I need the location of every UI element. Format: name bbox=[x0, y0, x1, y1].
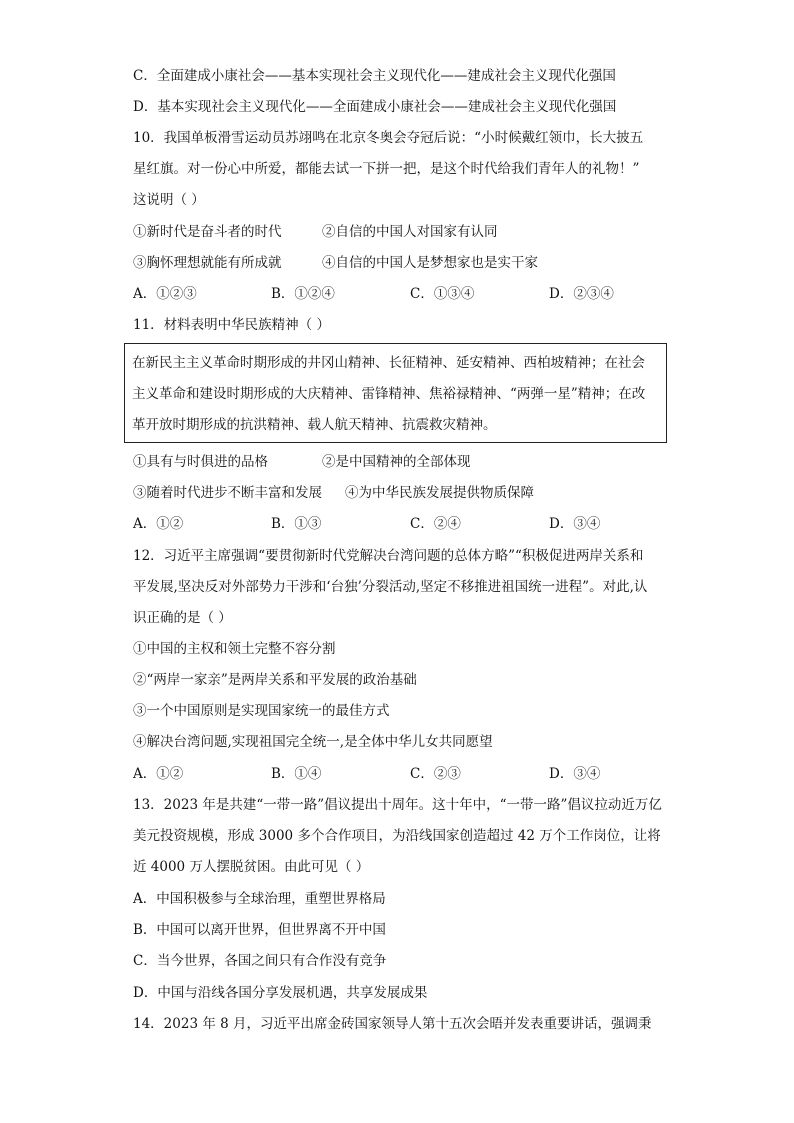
q12-choice-d: D．③④ bbox=[549, 766, 601, 782]
q13-stem-line-3: 近 4000 万人摆脱贫困。由此可见（ ） bbox=[133, 859, 370, 875]
q12-choice-b: B．①④ bbox=[271, 766, 322, 782]
q12-choice-a: A．①② bbox=[133, 766, 184, 782]
q11-choice-c: C．②④ bbox=[410, 516, 461, 532]
q11-material-box bbox=[124, 343, 667, 443]
q13-option-c: C．当今世界，各国之间只有合作没有竞争 bbox=[133, 953, 387, 969]
q12-stem-line-2: 平发展,坚决反对外部势力干涉和‘台独’分裂活动,坚定不移推进祖国统一进程”。对此,认 bbox=[133, 579, 648, 595]
q10-item-3: ③胸怀理想就能有所成就 bbox=[133, 255, 282, 271]
q10-choice-d: D．②③④ bbox=[549, 286, 614, 302]
q12-item-2: ②“两岸一家亲”是两岸关系和平发展的政治基础 bbox=[133, 672, 417, 688]
q10-stem-line-3: 这说明（ ） bbox=[133, 192, 205, 208]
q11-material-line-1: 在新民主主义革命时期形成的井冈山精神、长征精神、延安精神、西柏坡精神；在社会 bbox=[132, 355, 645, 371]
q13-option-d: D．中国与沿线各国分享发展机遇，共享发展成果 bbox=[133, 985, 428, 1001]
q13-stem-line-2: 美元投资规模，形成 3000 多个合作项目，为沿线国家创造超过 42 万个工作岗位，让将 bbox=[133, 828, 661, 844]
q12-item-1: ①中国的主权和领土完整不容分割 bbox=[133, 641, 336, 657]
q9-option-d: D．基本实现社会主义现代化——全面建成小康社会——建成社会主义现代化强国 bbox=[133, 99, 617, 115]
q11-choice-a: A．①② bbox=[133, 516, 184, 532]
q13-option-a: A．中国积极参与全球治理，重塑世界格局 bbox=[133, 891, 386, 907]
q9-option-c: C．全面建成小康社会——基本实现社会主义现代化——建成社会主义现代化强国 bbox=[133, 68, 616, 84]
q11-choice-d: D．③④ bbox=[549, 516, 601, 532]
q11-material-line-2: 主义革命和建设时期形成的大庆精神、雷锋精神、焦裕禄精神、“两弹一星”精神；在改 bbox=[132, 386, 646, 402]
q13-option-b: B．中国可以离开世界，但世界离不开中国 bbox=[133, 922, 386, 938]
q10-choice-b: B．①②④ bbox=[271, 286, 335, 302]
q11-choice-b: B．①③ bbox=[271, 516, 322, 532]
q12-choice-c: C．②③ bbox=[410, 766, 461, 782]
q11-stem: 11．材料表明中华民族精神（ ） bbox=[133, 317, 330, 333]
q12-stem-line-3: 识正确的是（ ） bbox=[133, 610, 232, 626]
q12-stem-line-1: 12．习近平主席强调“要贯彻新时代党解决台湾问题的总体方略”“积极促进两岸关系和 bbox=[133, 548, 644, 564]
q11-item-4: ④为中华民族发展提供物质保障 bbox=[345, 485, 534, 501]
q10-stem-line-1: 10．我国单板滑雪运动员苏翊鸣在北京冬奥会夺冠后说：“小时候戴红领巾，长大披五 bbox=[133, 130, 644, 146]
q10-choice-c: C．①③④ bbox=[410, 286, 475, 302]
q11-item-2: ②是中国精神的全部体现 bbox=[322, 454, 471, 470]
q10-choice-a: A．①②③ bbox=[133, 286, 197, 302]
q13-stem-line-1: 13．2023 年是共建“一带一路”倡议提出十周年。这十年中，“一带一路”倡议拉动近万亿 bbox=[133, 797, 662, 813]
q14-stem-line-1: 14．2023 年 8 月，习近平出席金砖国家领导人第十五次会晤并发表重要讲话，强调秉 bbox=[133, 1016, 652, 1032]
q12-item-3: ③一个中国原则是实现国家统一的最佳方式 bbox=[133, 703, 390, 719]
q11-material-line-3: 革开放时期形成的抗洪精神、载人航天精神、抗震救灾精神。 bbox=[132, 417, 497, 433]
q11-item-3: ③随着时代进步不断丰富和发展 bbox=[133, 485, 322, 501]
q10-item-4: ④自信的中国人是梦想家也是实干家 bbox=[322, 255, 538, 271]
q10-stem-line-2: 星红旗。对一份心中所爱，都能去试一下拼一把，是这个时代给我们青年人的礼物！” bbox=[133, 161, 640, 177]
q10-item-2: ②自信的中国人对国家有认同 bbox=[322, 224, 498, 240]
q11-item-1: ①具有与时俱进的品格 bbox=[133, 454, 268, 470]
q10-item-1: ①新时代是奋斗者的时代 bbox=[133, 224, 282, 240]
q12-item-4: ④解决台湾问题,实现祖国完全统一,是全体中华儿女共同愿望 bbox=[133, 734, 493, 750]
